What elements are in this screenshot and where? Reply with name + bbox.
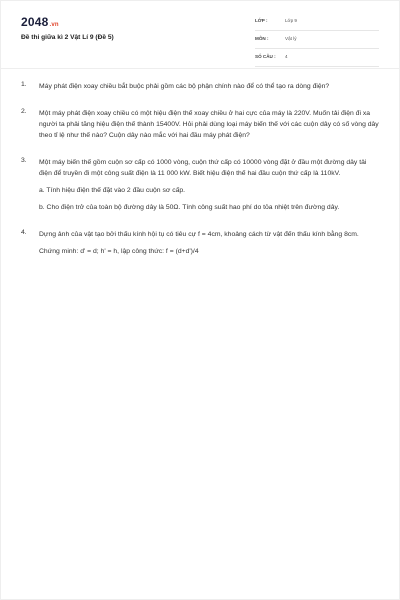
meta-label: SỐ CÂU : [255,54,276,59]
question-3 [21,157,381,213]
question-text: Máy phát điện xoay chiều bắt buộc phải gồm các bộ phận chính nào để có thể tạo ra dòng điện? [39,83,330,90]
question-text: Một máy biến thế gồm cuộn sơ cấp có 1000 vòng, cuộn thứ cấp có 10000 vòng đặt ở đầu một đường dây tải điện để truyền đi một công suất điện là 11 000 kW. Biết hiệu điện thế hai đầu cuộn thứ cấp là 110kV. [39,159,367,177]
question-text: Một máy phát điện xoay chiều có một hiệu điện thế xoay chiều ở hai cực của máy là 220V. Muốn tải điện đi xa người ta phải tăng hiệu điện thế thành 15400V. Hỏi phải dùng loại máy biến thế với các cuộn dây có số vòng dây theo tỉ lệ như thế nào? Cuộn dây nào mắc với hai đầu máy phát điện? [39,110,379,139]
question-2 [21,108,381,141]
meta-value: Lớp 9 [285,18,297,23]
meta-row-class [255,16,379,31]
logo-main: 2048 [21,15,49,29]
question-number: 4. [21,229,27,236]
logo-tld: .vn [49,22,59,28]
page-header [1,1,400,71]
question-part-a: a. Tính hiệu điện thế đặt vào 2 đầu cuộn sơ cấp. [39,187,186,194]
question-part-b: b. Cho điện trở của toàn bộ đường dây là 50Ω. Tính công suất hao phí do tỏa nhiệt trên đường dây. [39,204,340,211]
site-logo[interactable] [21,15,59,29]
question-1 [21,81,381,92]
header-divider [1,68,399,69]
question-number: 1. [21,81,27,88]
question-proof: Chứng minh: d' = d; h' = h, lập công thức: f = (d+d')/4 [39,248,199,255]
question-number: 3. [21,157,27,164]
meta-row-subject [255,34,379,49]
question-text: Dựng ảnh của vật tạo bởi thấu kính hội tụ có tiêu cự f = 4cm, khoảng cách từ vật đến thấu kính bằng 8cm. [39,231,359,238]
meta-value: 4 [285,54,288,59]
meta-label: LỚP : [255,18,268,23]
question-list [21,81,381,273]
meta-label: MÔN : [255,36,269,41]
exam-title: Đề thi giữa kì 2 Vật Lí 9 (Đề 5) [21,34,114,41]
meta-row-question-count [255,52,379,67]
exam-meta [255,16,379,70]
question-4 [21,229,381,257]
meta-value: Vật lý [285,36,297,41]
question-number: 2. [21,108,27,115]
